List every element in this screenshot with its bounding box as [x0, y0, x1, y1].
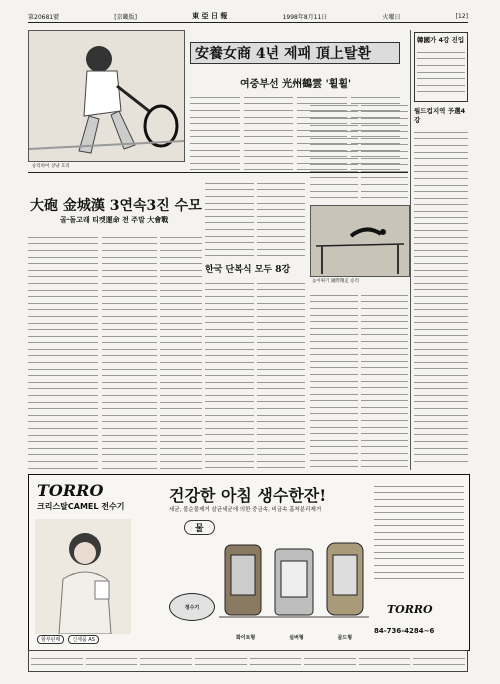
ad-brand-logo: TORRO: [37, 481, 104, 500]
sidebar-headline-second: 월드컵지역 予選4강: [414, 107, 466, 124]
tennis-headline: [190, 42, 400, 64]
tennis-player-illustration: [29, 31, 184, 161]
page-number: [12]: [455, 12, 468, 20]
scoreboard-column: [28, 232, 98, 472]
ad-badge-price: [169, 593, 213, 619]
right-lower-article: [310, 290, 408, 470]
high-jump-photo: [310, 205, 410, 277]
ad-spec-list: [374, 481, 464, 581]
high-jump-caption: 높이뛰기 國際翔走 승리: [312, 279, 359, 284]
high-jump-illustration: [311, 206, 409, 276]
sidebar-text-second: [414, 127, 468, 217]
singles-headline: 한국 단복식 모두 8강: [205, 265, 291, 275]
ad-corner-logo: TORRO: [387, 603, 433, 616]
model-label: 골드형: [337, 635, 353, 641]
model-label: 실버형: [289, 635, 304, 641]
water-purifier-ad: [28, 474, 470, 651]
ad-subline: 세균, 불순물제거 살균세균에 의한 중금속, 비금속 흡착분리제거: [169, 507, 322, 513]
purifier-units-illustration: [219, 535, 369, 630]
ad-model-photo: [35, 519, 131, 634]
masthead: [28, 10, 468, 23]
baseball-article-col2: [160, 232, 202, 472]
sidebar-box-top: [414, 32, 468, 102]
tennis-photo-caption: 승리하여 상냥 흐리: [32, 164, 70, 169]
ad-headline: 건강한 아침 생수한잔!: [169, 486, 327, 505]
baseball-article-col1: [102, 232, 157, 472]
sidebar-text-top: [417, 47, 465, 97]
purifier-products: [219, 535, 369, 640]
model-label: 화이트형: [235, 635, 256, 641]
issue-date: 1998年8月11日: [282, 13, 328, 21]
ad-phone: 84-736-4284~6: [374, 627, 435, 635]
tennis-photo: [28, 30, 185, 162]
sidebar-headline-top: 韓國가 4강 진입: [417, 36, 465, 44]
sidebar-divider: [410, 30, 411, 470]
ad-tag: 물: [184, 520, 215, 535]
ad-bottom-buttons: [37, 635, 99, 644]
baseball-subheadline: 골·돌고래 티켓運命 전 주말 大會戰: [60, 216, 169, 224]
price-badge: 정수기: [169, 593, 215, 621]
model-illustration: [35, 519, 131, 634]
model-labels: [219, 634, 369, 641]
issue-day: 火曜日: [382, 13, 401, 21]
tennis-headline-text: 安養女商 4년 제패 頂上탈환: [195, 46, 371, 62]
ad-product-line: 크리스탈CAMEL 전수기: [37, 502, 125, 511]
bottom-classifieds: [28, 650, 468, 672]
installment-button[interactable]: 할부판매: [37, 635, 64, 644]
sidebar-column-lower: [414, 212, 468, 467]
lower-middle-article: [205, 278, 305, 470]
singles-article: [205, 178, 305, 258]
right-middle-article: [310, 100, 408, 200]
newspaper-title: 東 亞 日 報: [192, 11, 228, 20]
sidebar-box-second: [414, 106, 468, 206]
baseball-headline: 大砲 金城漢 3연속3진 수모: [30, 198, 202, 214]
as-service-button[interactable]: 신제품 AS: [68, 635, 99, 644]
tennis-subheadline: 여중부선 光州鶴雲 '휠휠': [240, 79, 352, 90]
issue-number: 第20681號: [28, 13, 60, 21]
edition-label: [京畿版]: [114, 13, 137, 21]
